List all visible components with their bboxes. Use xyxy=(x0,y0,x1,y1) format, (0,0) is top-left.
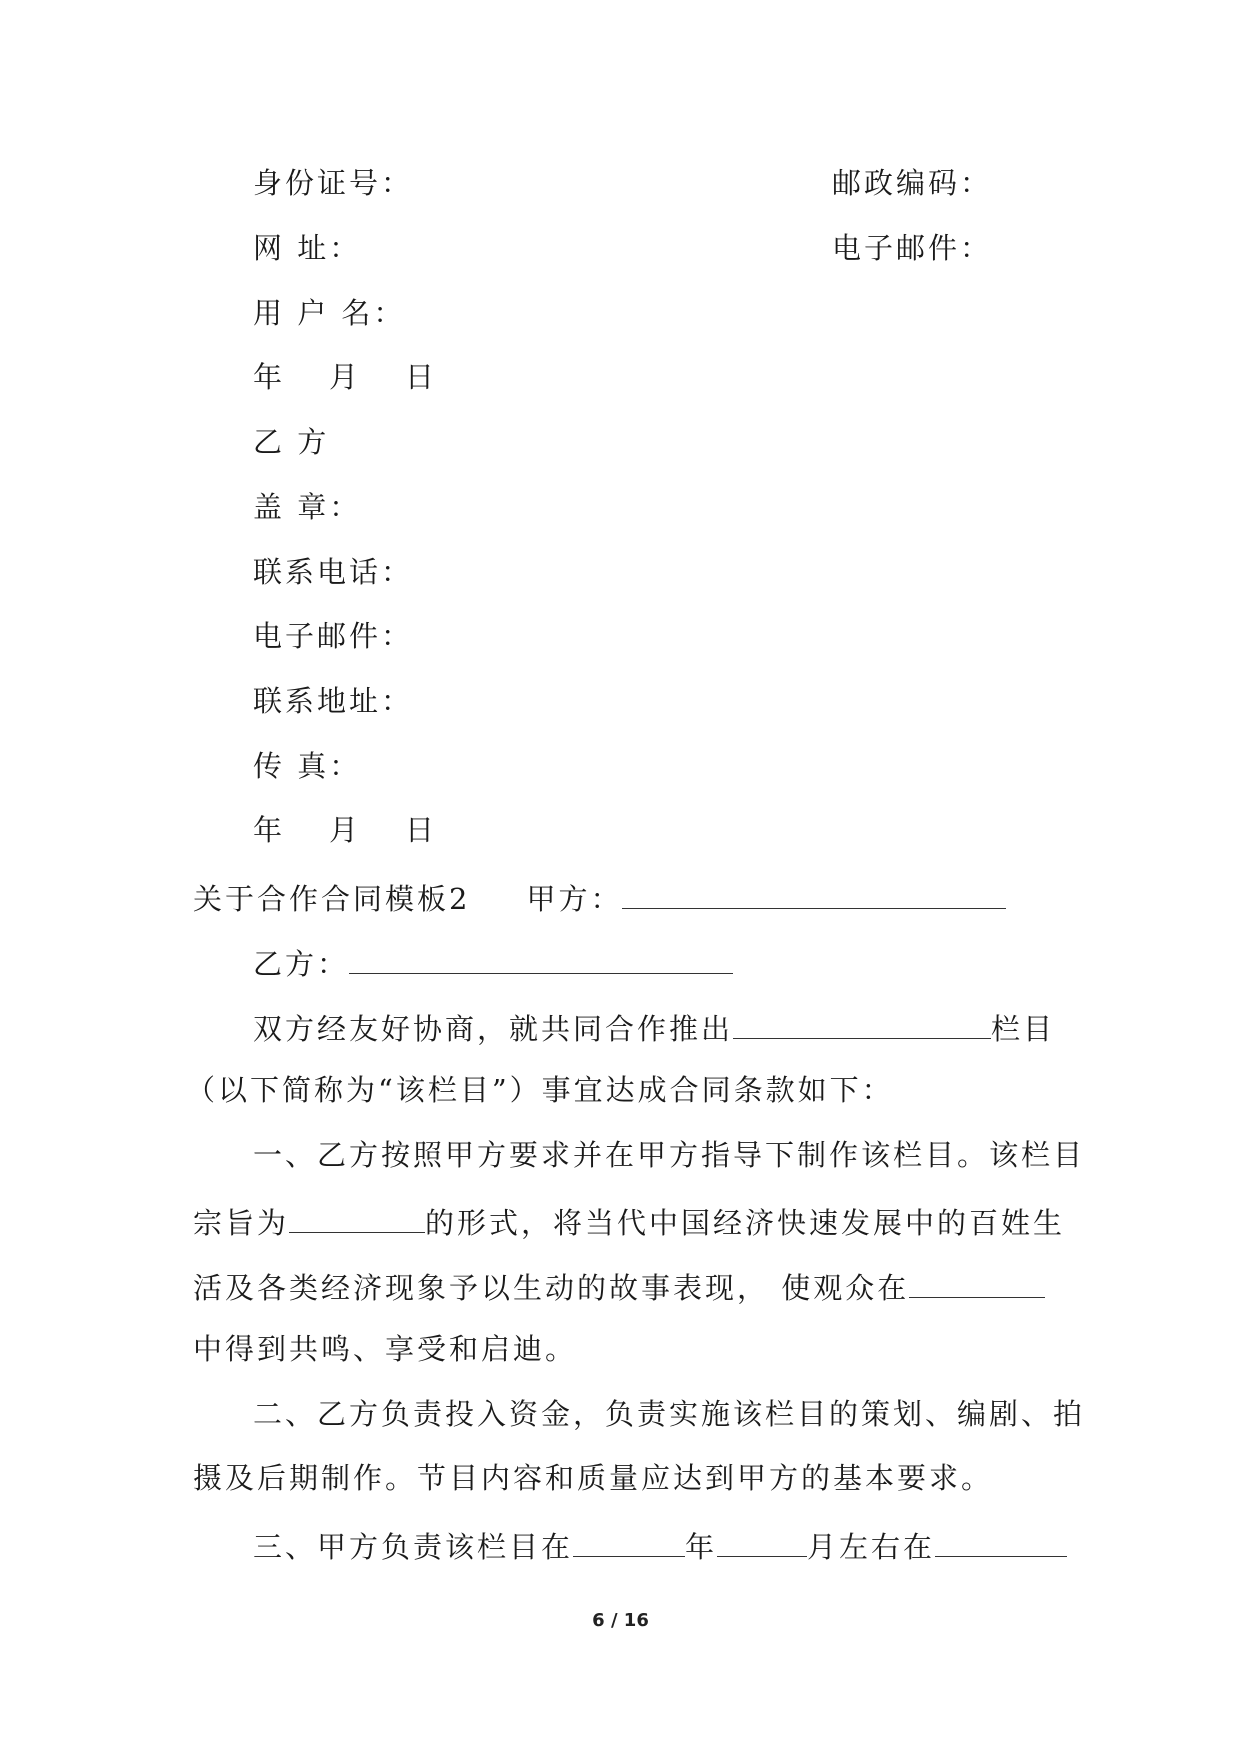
contract-title-line xyxy=(193,881,1006,914)
party-a-blank xyxy=(622,881,1006,909)
clause3-text: 三、甲方负责该栏目在 xyxy=(253,1530,574,1564)
date-day: 日 xyxy=(405,813,438,847)
date-year: 年 xyxy=(253,360,286,394)
seal-label: 盖 章： xyxy=(253,490,362,524)
intro-line-1 xyxy=(253,1011,1055,1044)
clause1-text: 活及各类经济现象予以生动的故事表现， 使观众在 xyxy=(193,1271,910,1305)
website-label: 网 址： xyxy=(253,231,362,265)
party-b-line xyxy=(253,946,733,979)
date-month: 月 xyxy=(329,360,362,394)
email-label-b: 电子邮件： xyxy=(253,619,414,653)
clause3-year: 年 xyxy=(685,1530,718,1564)
phone-label: 联系电话： xyxy=(253,555,414,589)
party-b-label: 乙方： xyxy=(253,947,350,981)
page-number: 6 / 16 xyxy=(592,1610,649,1631)
address-label: 联系地址： xyxy=(253,684,414,718)
clause1-line-2 xyxy=(193,1205,1065,1238)
id-number-label: 身份证号： xyxy=(253,166,414,200)
purpose-blank xyxy=(289,1205,425,1233)
clause2-line-2: 摄及后期制作。节目内容和质量应达到甲方的基本要求。 xyxy=(193,1461,994,1495)
audience-blank xyxy=(909,1270,1045,1298)
fax-label: 传 真： xyxy=(253,749,362,783)
intro-line-2: （以下简称为“该栏目”）事宜达成合同条款如下： xyxy=(186,1073,894,1107)
username-label: 用 户 名： xyxy=(253,296,406,330)
email-label-a: 电子邮件： xyxy=(832,231,993,265)
clause2-line-1: 二、乙方负责投入资金，负责实施该栏目的策划、编剧、拍 xyxy=(253,1397,1086,1431)
clause1-line-4: 中得到共鸣、享受和启迪。 xyxy=(193,1332,578,1366)
intro-text: 双方经友好协商，就共同合作推出 xyxy=(253,1012,734,1046)
intro-text-end: 栏目 xyxy=(991,1012,1056,1046)
contract-title: 关于合作合同模板2 xyxy=(193,882,471,916)
venue-blank xyxy=(935,1529,1067,1557)
month-blank xyxy=(717,1529,807,1557)
clause3-line-1 xyxy=(253,1529,1067,1562)
date-month: 月 xyxy=(329,813,362,847)
column-name-blank xyxy=(733,1011,991,1039)
clause1-text-end: 的形式，将当代中国经济快速发展中的百姓生 xyxy=(425,1206,1066,1240)
party-b-heading: 乙 方 xyxy=(253,425,330,459)
date-year: 年 xyxy=(253,813,286,847)
clause3-text-end: 月左右在 xyxy=(807,1530,936,1564)
date-day: 日 xyxy=(405,360,438,394)
clause1-text: 宗旨为 xyxy=(193,1206,290,1240)
date-line-b xyxy=(253,813,438,847)
clause1-line-3 xyxy=(193,1270,1045,1303)
party-a-label: 甲方： xyxy=(526,882,623,916)
party-b-blank xyxy=(349,946,733,974)
date-line-a xyxy=(253,360,438,394)
postal-code-label: 邮政编码： xyxy=(832,166,993,200)
clause1-line-1: 一、乙方按照甲方要求并在甲方指导下制作该栏目。该栏目 xyxy=(253,1138,1086,1172)
year-blank xyxy=(573,1529,685,1557)
